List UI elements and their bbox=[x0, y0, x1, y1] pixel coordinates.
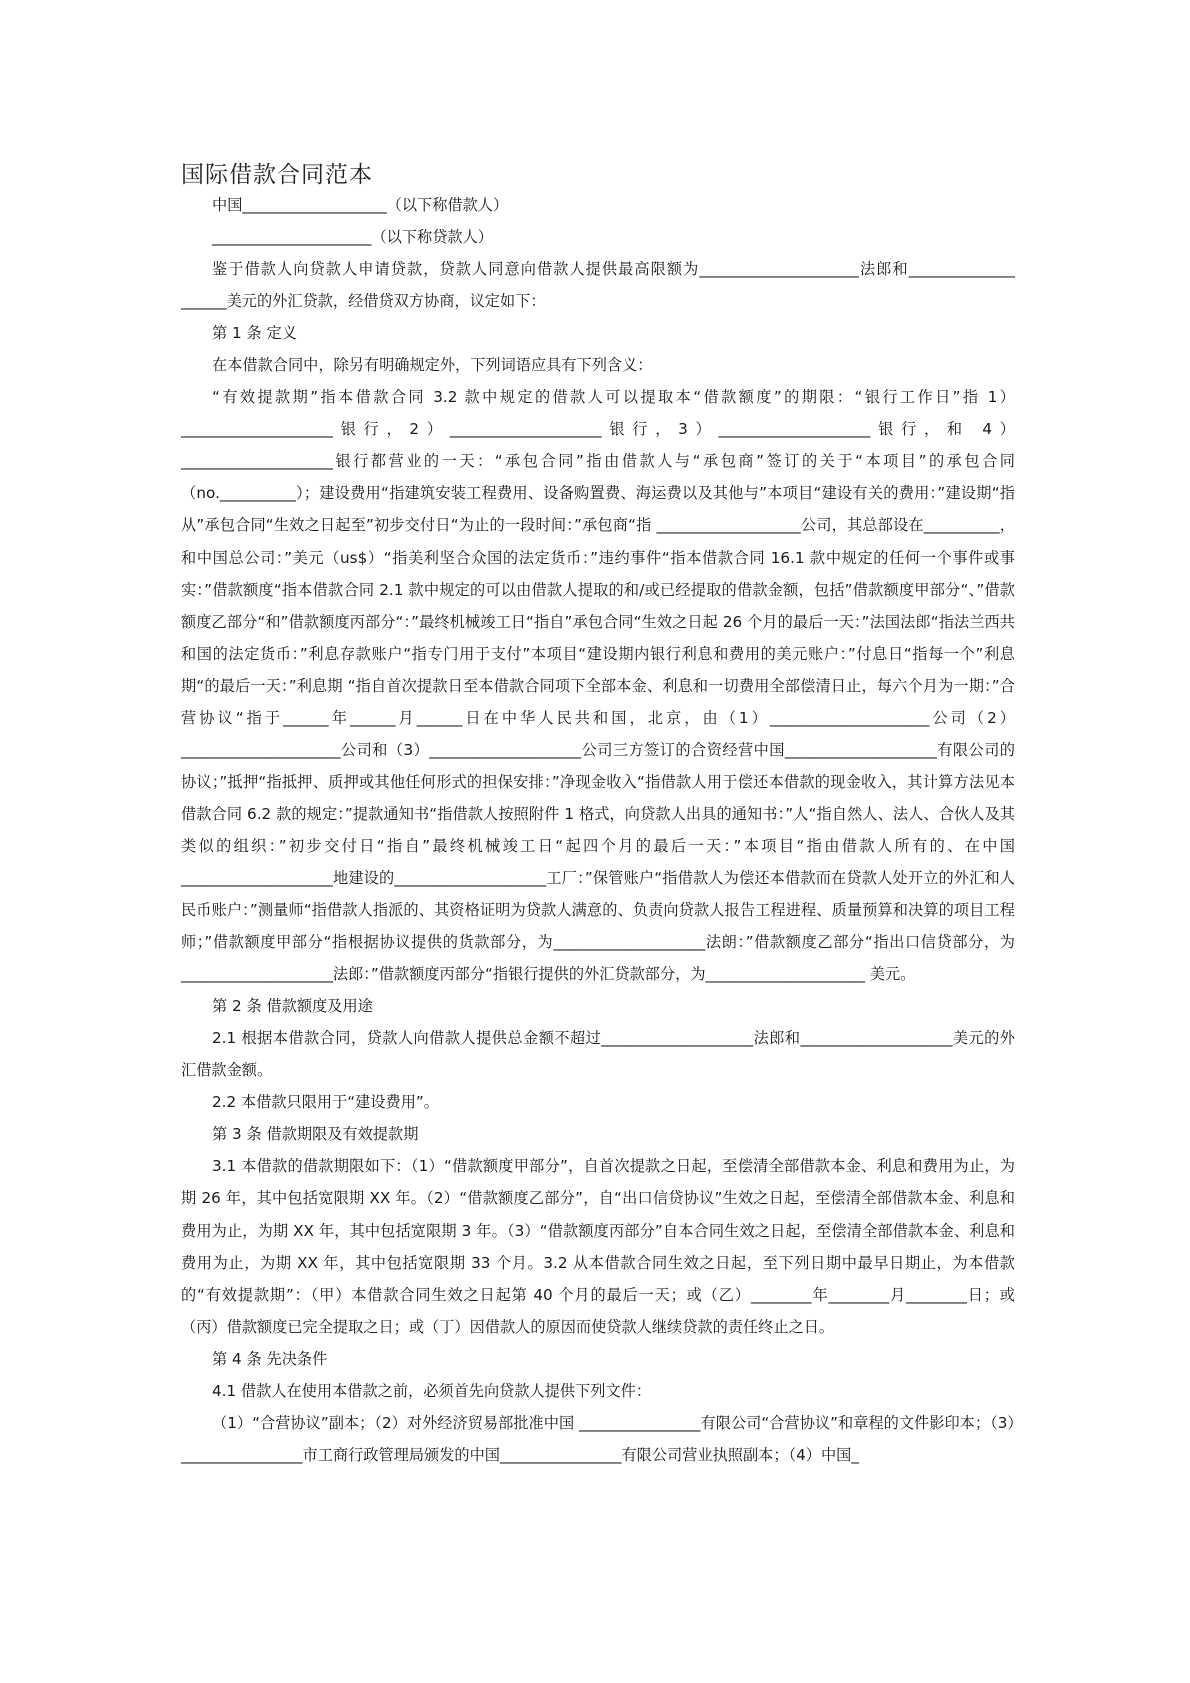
document-title: 国际借款合同范本 bbox=[181, 162, 373, 188]
clause-4-1: 4.1 借款人在使用本借款之前，必须首先向贷款人提供下列文件： bbox=[212, 1381, 652, 1400]
preamble-line-1: 鉴于借款人向贷款人申请贷款，贷款人同意向借款人提供最高限额为_____________________法郎和______________ bbox=[212, 260, 1015, 279]
article-4-heading: 第 4 条 先决条件 bbox=[212, 1349, 328, 1368]
article-1-heading: 第 1 条 定义 bbox=[212, 324, 297, 343]
document-body bbox=[181, 189, 1015, 1471]
article-2-heading: 第 2 条 借款额度及用途 bbox=[212, 997, 373, 1016]
clause-2-1: 2.1 根据本借款合同，贷款人向借款人提供总金额不超过____________________法郎和____________________美元的外汇借款金额。 bbox=[181, 1029, 1015, 1080]
article-3-heading: 第 3 条 借款期限及有效提款期 bbox=[212, 1125, 419, 1144]
article-1-intro: 在本借款合同中，除另有明确规定外，下列词语应具有下列含义： bbox=[212, 356, 653, 375]
party-lender-line: _____________________（以下称贷款人） bbox=[212, 228, 493, 247]
article-1-definitions: “有效提款期”指本借款合同 3.2 款中规定的借款人可以提取本“借款额度”的期限：“银行工作日”指 1）____________________银行，2）____________________银行，3）____________________银行，和 4）____________________银行都营业的一天：“承包合同”指由借款人与“承包商”签订的关于“本项目”的承包合同（no.__________）；建设费用“指建筑安装工程费用、设备购置费、海运费以及其他与”本项目“建设有关的费用：”建设期“指从”承包合同“生效之日起至”初步交付日“为止的一段时间：”承包商“指 ___________________公司，其总部设在__________，和中国总公司：”美元（us$）“指美利坚合众国的法定货币：”违约事件“指本借款合同 16.1 款中规定的任何一个事件或事实：”借款额度“指本借款合同 2.1 款中规定的可以由借款人提取的和/或已经提取的借款金额，包括”借款额度甲部分“、”借款额度乙部分“和”借款额度丙部分“：”最终机械竣工日“指自”承包合同“生效之日起 26 个月的最后一天：”法国法郎“指法兰西共和国的法定货币：”利息存款账户“指专门用于支付”本项目“建设期内银行利息和费用的美元账户：”付息日“指每一个”利息期“的最后一天：”利息期 “指自首次提款日至本借款合同项下全部本金、利息和一切费用全部偿清日止，每六个月为一期：”合营协议“指于______年______月______日在中华人民共和国，北京，由（1）_____________________公司（2）_____________________公司和（3）____________________公司三方签订的合资经营中国____________________有限公司的协议；”抵押“指抵押、质押或其他任何形式的担保安排：”净现金收入“指借款人用于偿还本借款的现金收入，其计算方法见本借款合同 6.2 款的规定：”提款通知书“指借款人按照附件 1 格式，向贷款人出具的通知书：”人“指自然人、法人、合伙人及其类似的组织：”初步交付日“指自”最终机械竣工日“起四个月的最后一天：”本项目“指由借款人所有的、在中国 ____________________地建设的____________________工厂：”保管账户“指借款人为偿还本借款而在贷款人处开立的外汇和人民币账户：”测量师“指借款人指派的、其资格证明为贷款人满意的、负责向贷款人报告工程进程、质量预算和决算的项目工程师；”借款额度甲部分“指根据协议提供的货款部分，为____________________法朗：”借款额度乙部分“指出口信贷部分，为 ____________________法郎：”借款额度丙部分“指银行提供的外汇贷款部分，为_____________________ 美元。 bbox=[181, 388, 1015, 984]
clause-3-1: 3.1 本借款的借款期限如下：（1）“借款额度甲部分”，自首次提款之日起，至偿清全部借款本金、利息和费用为止，为期 26 年，其中包括宽限期 XX 年。（2）“借款额度乙部分”，自“出口信贷协议”生效之日起，至偿清全部借款本金、利息和费用为止，为期 XX 年，其中包括宽限期 3 年。（3）“借款额度丙部分”自本合同生效之日起，至偿清全部借款本金、利息和费用为止，为期 XX 年，其中包括宽限期 33 个月。3.2 从本借款合同生效之日起，至下列日期中最早日期止，为本借款的“有效提款期”：（甲）本借款合同生效之日起第 40 个月的最后一天；或（乙）________年________月________日；或（丙）借款额度已完全提取之日；或（丁）因借款人的原因而使贷款人继续贷款的责任终止之日。 bbox=[181, 1157, 1015, 1336]
preamble-line-2: ______美元的外汇贷款，经借贷双方协商，议定如下： bbox=[181, 292, 546, 311]
party-borrower-line: 中国___________________（以下称借款人） bbox=[212, 196, 509, 214]
clause-2-2: 2.2 本借款只限用于“建设费用”。 bbox=[212, 1093, 439, 1112]
clause-4-1-documents: （1）“合营协议”副本；（2）对外经济贸易部批准中国 ________________有限公司“合营协议”和章程的文件影印本；（3）________________市工商行政管理局颁发的中国________________有限公司营业执照副本；（4）中国_ bbox=[181, 1413, 1015, 1464]
